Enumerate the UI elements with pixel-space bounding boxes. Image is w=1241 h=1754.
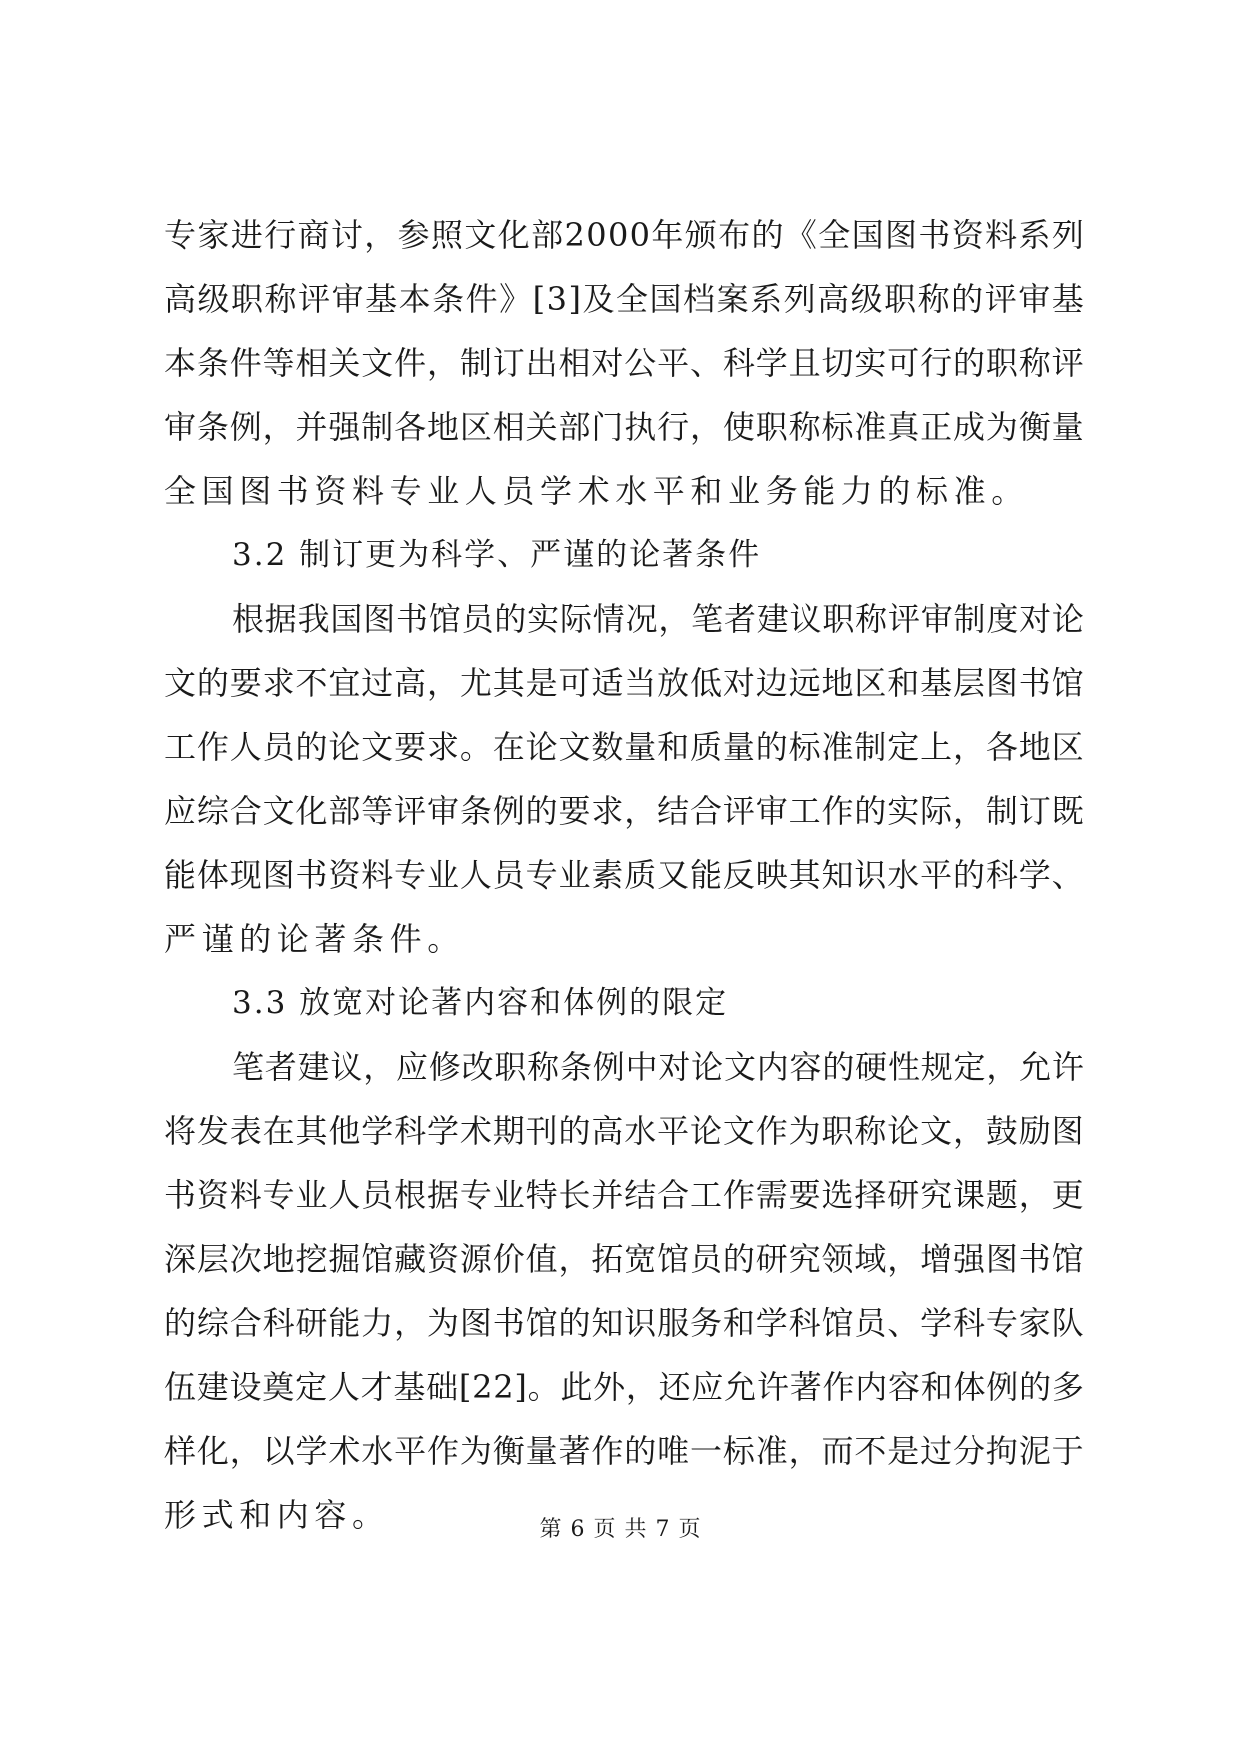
text-line: 样 化 ， 以 学 术 水 平 作 为 衡 量 著 作 的 唯 一 标 准 ， 而 不 是 过 分 拘 泥 于 [164,1432,1084,1470]
text-line: 书 资 料 专 业 人 员 根 据 专 业 特 长 并 结 合 工 作 需 要 选 择 研 究 课 题 ， 更 [164,1176,1084,1214]
text-line: 能 体 现 图 书 资 料 专 业 人 员 专 业 素 质 又 能 反 映 其 知 识 水 平 的 科 学 、 [164,856,1084,894]
text-line: 形式和内容。 [164,1496,390,1534]
text-line: 伍 建 设 奠 定 人 才 基 础 [ 2 2 ] 。 此 外 ， 还 应 允 许 著 作 内 容 和 体 例 的 多 [164,1368,1084,1406]
text-line: 应 综 合 文 化 部 等 评 审 条 例 的 要 求 ， 结 合 评 审 工 作 的 实 际 ， 制 订 既 [164,792,1084,830]
text-line: 高 级 职 称 评 审 基 本 条 件 》 [ 3 ] 及 全 国 档 案 系 列 高 级 职 称 的 评 审 基 [164,280,1084,318]
text-line: 的 综 合 科 研 能 力 ， 为 图 书 馆 的 知 识 服 务 和 学 科 馆 员 、 学 科 专 家 队 [164,1304,1084,1342]
page-number-footer: 第 6 页 共 7 页 [539,1517,702,1542]
text-line: 根 据 我 国 图 书 馆 员 的 实 际 情 况 ， 笔 者 建 议 职 称 评 审 制 度 对 论 [232,600,1084,638]
paragraph-3-2 [164,587,1084,971]
document-body [164,203,1084,1547]
text-line: 笔 者 建 议 ， 应 修 改 职 称 条 例 中 对 论 文 内 容 的 硬 性 规 定 ， 允 许 [232,1048,1084,1086]
text-line: 将 发 表 在 其 他 学 科 学 术 期 刊 的 高 水 平 论 文 作 为 职 称 论 文 ， 鼓 励 图 [164,1112,1084,1150]
text-line: 审 条 例 ， 并 强 制 各 地 区 相 关 部 门 执 行 ， 使 职 称 标 准 真 正 成 为 衡 量 [164,408,1084,446]
text-line: 工 作 人 员 的 论 文 要 求 。 在 论 文 数 量 和 质 量 的 标 准 制 定 上 ， 各 地 区 [164,728,1084,766]
paragraph-3-3 [164,1035,1084,1547]
text-line: 全国图书资料专业人员学术水平和业务能力的标准。 [164,472,1029,510]
section-heading-3-3: 3.3 放宽对论著内容和体例的限定 [232,985,729,1021]
paragraph-intro [164,203,1084,523]
text-line: 深 层 次 地 挖 掘 馆 藏 资 源 价 值 ， 拓 宽 馆 员 的 研 究 领 域 ， 增 强 图 书 馆 [164,1240,1084,1278]
text-line: 本 条 件 等 相 关 文 件 ， 制 订 出 相 对 公 平 、 科 学 且 切 实 可 行 的 职 称 评 [164,344,1084,382]
text-line: 文 的 要 求 不 宜 过 高 ， 尤 其 是 可 适 当 放 低 对 边 远 地 区 和 基 层 图 书 馆 [164,664,1084,702]
text-line: 严谨的论著条件。 [164,920,465,958]
section-heading-3-2: 3.2 制订更为科学、严谨的论著条件 [232,537,762,573]
text-line: 专 家 进 行 商 讨 ， 参 照 文 化 部 2 0 0 0 年 颁 布 的 《 全 国 图 书 资 料 系 列 [164,216,1084,254]
